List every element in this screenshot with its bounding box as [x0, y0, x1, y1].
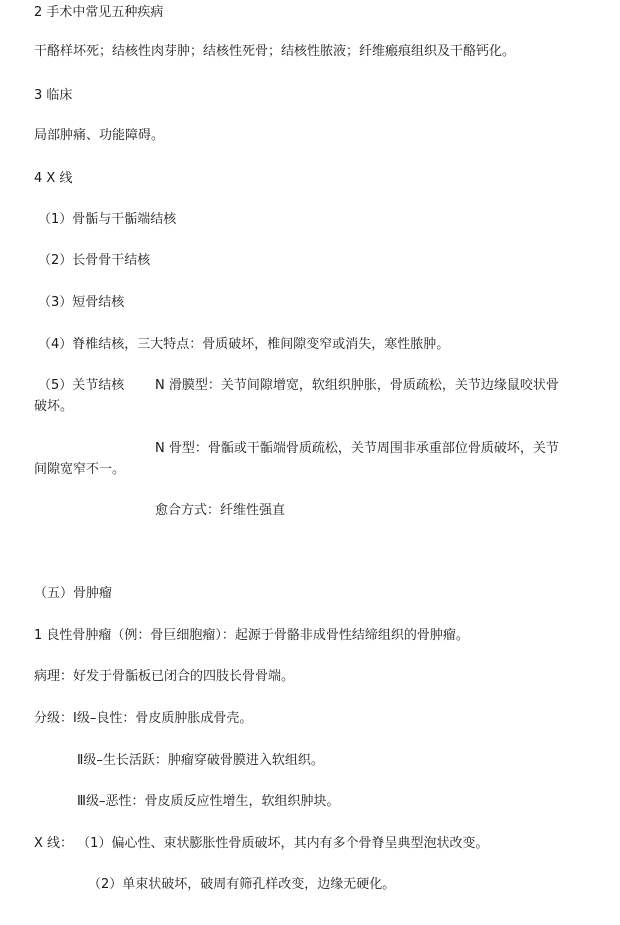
healing-method-text: 愈合方式：纤维性强直	[155, 503, 286, 518]
synovial-type-text: N 滑膜型：关节间隙增宽，软组织肿胀，骨质疏松，关节边缘鼠咬状骨	[155, 378, 559, 393]
section-heading-clinical: 3 临床	[34, 88, 73, 103]
xray-item-4: （4）脊椎结核，三大特点：骨质破坏，椎间隙变窄或消失，寒性脓肿。	[38, 337, 450, 352]
xray-item-5-label: （5）关节结核	[38, 378, 125, 393]
synovial-type-text-cont: 破坏。	[34, 399, 74, 414]
section-heading-bone-tumor: （五）骨肿瘤	[34, 586, 113, 601]
clinical-text: 局部肿痛、功能障碍。	[34, 128, 165, 143]
section-heading-surgery: 2 手术中常见五种疾病	[34, 5, 164, 20]
grade-3-text: Ⅲ级–恶性：骨皮质反应性增生，软组织肿块。	[77, 794, 340, 809]
xray-finding-2: （2）单束状破坏，破周有筛孔样改变，边缘无硬化。	[88, 877, 396, 892]
section-heading-xray: 4 X 线	[34, 171, 73, 186]
pathology-text: 病理：好发于骨骺板已闭合的四肢长骨骨端。	[34, 669, 295, 684]
bone-type-text-cont: 间隙宽窄不一。	[34, 462, 126, 477]
xray-item-1: （1）骨骺与干骺端结核	[38, 212, 177, 227]
xray-finding-1: X 线： （1）偏心性、束状膨胀性骨质破坏，其内有多个骨脊呈典型泡状改变。	[34, 836, 489, 851]
xray-item-3: （3）短骨结核	[38, 295, 125, 310]
grade-1-text: 分级：Ⅰ级–良性：骨皮质肿胀成骨壳。	[34, 711, 253, 726]
bone-type-text: N 骨型：骨骺或干骺端骨质疏松，关节周围非承重部位骨质破坏，关节	[155, 441, 559, 456]
xray-item-2: （2）长骨骨干结核	[38, 253, 151, 268]
benign-tumor-text: 1 良性骨肿瘤（例：骨巨细胞瘤）：起源于骨骼非成骨性结缔组织的骨肿瘤。	[34, 628, 469, 643]
surgery-findings-text: 干酪样坏死；结核性肉芽肿；结核性死骨；结核性脓液；纤维瘢痕组织及干酪钙化。	[34, 44, 516, 59]
grade-2-text: Ⅱ级–生长活跃：肿瘤穿破骨膜进入软组织。	[77, 753, 324, 768]
